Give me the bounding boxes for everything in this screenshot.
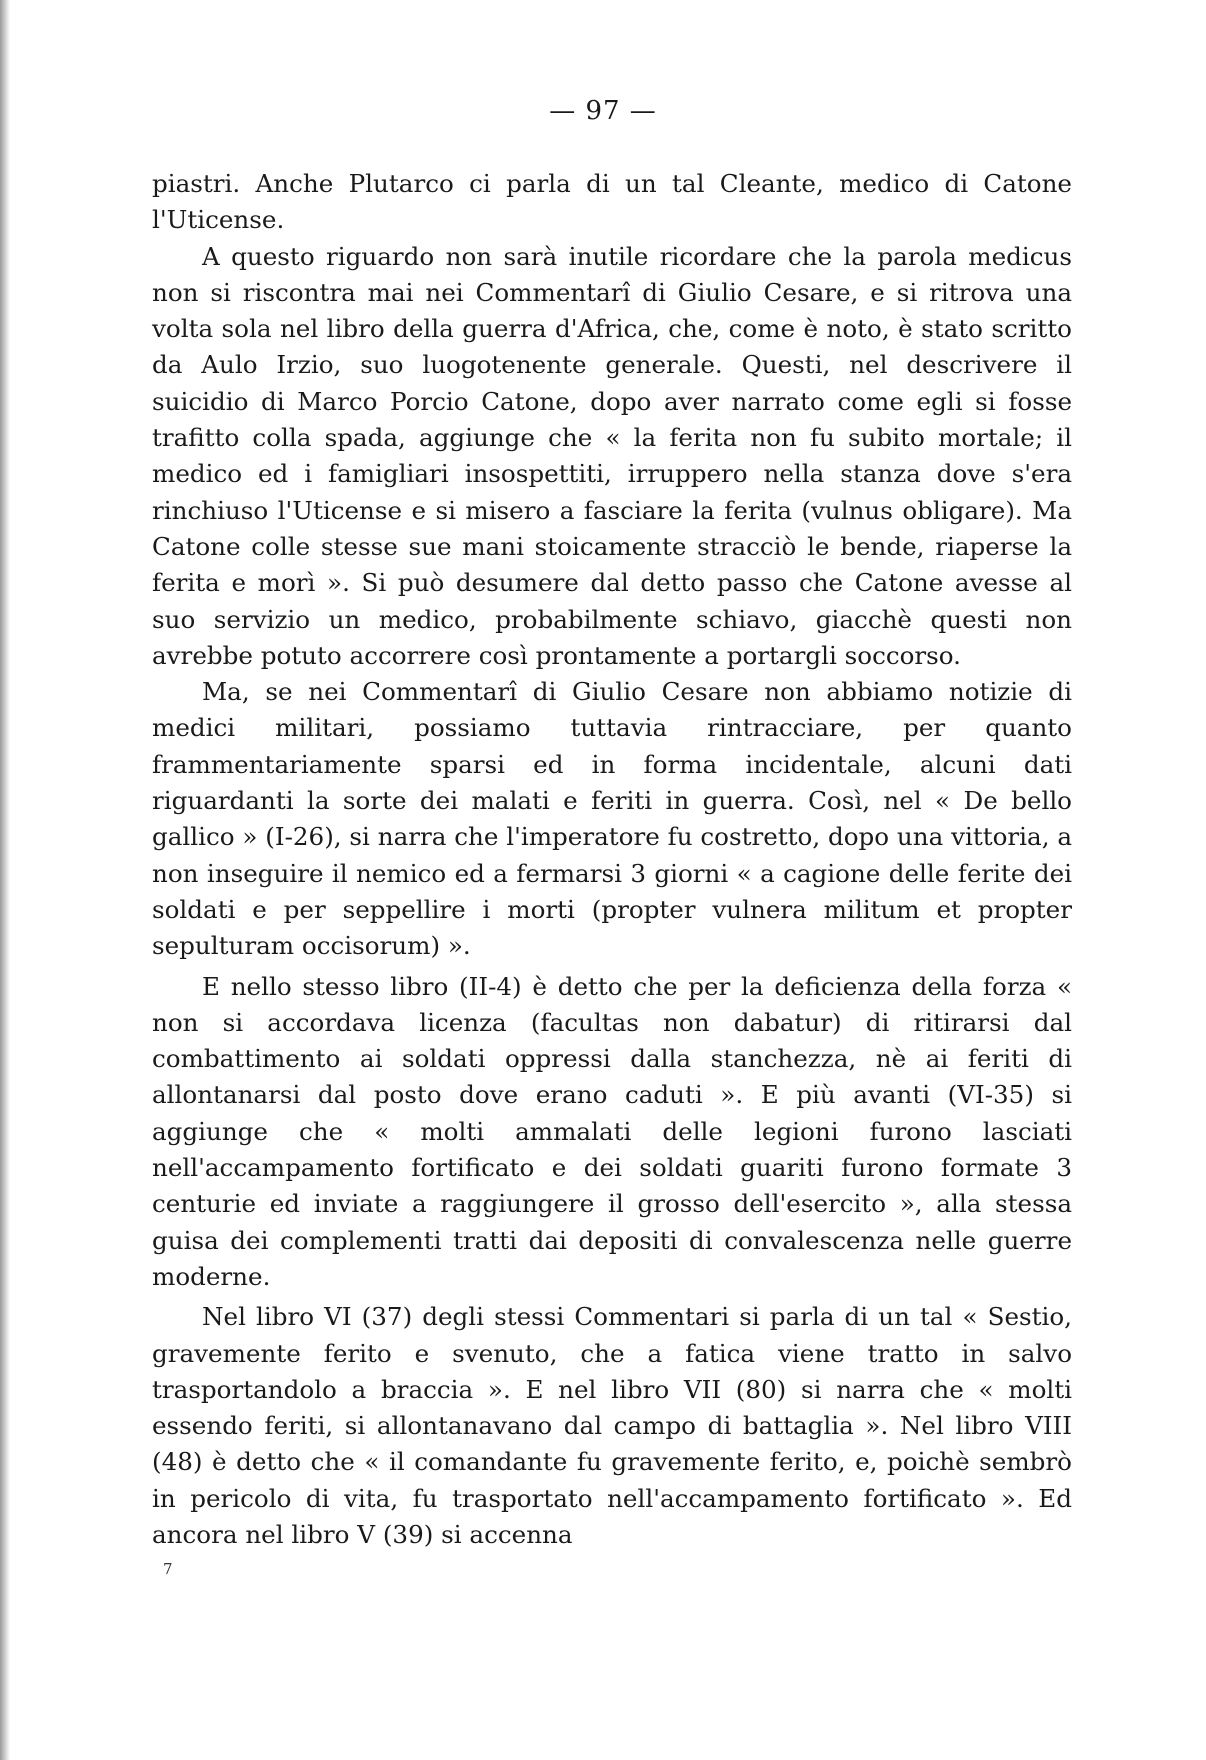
- scan-edge: [0, 0, 10, 1760]
- page-number: — 97 —: [549, 96, 657, 126]
- paragraph-4: E nello stesso libro (II-4) è detto che per la deficienza della forza « non si accordava licenza (facultas non dabatur) di ritirarsi dal combattimento ai soldati oppressi dalla stanchezza, nè ai feriti di allontanarsi dal posto dove erano caduti ». E più avanti (VI-35) si aggiunge che « molti ammalati delle legioni furono lasciati nell'accampamento fortificato e dei soldati guariti furono formate 3 centurie ed inviate a raggiungere il grosso dell'esercito », alla stessa guisa dei complementi tratti dai depositi di convalescenza nelle guerre moderne.: [152, 971, 1072, 1291]
- paragraph-2: A questo riguardo non sarà inutile ricordare che la parola medicus non si riscontra mai nei Commentarî di Giulio Cesare, e si ritrova una volta sola nel libro della guerra d'Africa, che, come è noto, è stato scritto da Aulo Irzio, suo luogotenente generale. Questi, nel descrivere il suicidio di Marco Porcio Catone, dopo aver narrato come egli si fosse trafitto colla spada, aggiunge che « la ferita non fu subito mortale; il medico ed i famigliari insospettiti, irruppero nella stanza dove s'era rinchiuso l'Uticense e si misero a fasciare la ferita (vulnus obligare). Ma Catone colle stesse sue mani stoicamente stracciò le bende, riaperse la ferita e morì ». Si può desumere dal detto passo che Catone avesse al suo servizio un medico, probabilmente schiavo, giacchè questi non avrebbe potuto accorrere così prontamente a portargli soccorso.: [152, 241, 1072, 670]
- signature-mark: 7: [163, 1560, 173, 1578]
- paragraph-1: piastri. Anche Plutarco ci parla di un tal Cleante, medico di Catone l'Uticense.: [152, 169, 1072, 235]
- paragraph-3: Ma, se nei Commentarî di Giulio Cesare non abbiamo notizie di medici militari, possiamo tuttavia rintracciare, per quanto frammentariamente sparsi ed in forma incidentale, alcuni dati riguardanti la sorte dei malati e feriti in guerra. Così, nel « De bello gallico » (I-26), si narra che l'imperatore fu costretto, dopo una vittoria, a non inseguire il nemico ed a fermarsi 3 giorni « a cagione delle ferite dei soldati e per seppellire i morti (propter vulnera militum et propter sepulturam occisorum) ».: [152, 677, 1072, 961]
- paragraph-5: Nel libro VI (37) degli stessi Commentari si parla di un tal « Sestio, gravemente ferito e svenuto, che a fatica viene tratto in salvo trasportandolo a braccia ». E nel libro VII (80) si narra che « molti essendo feriti, si allontanavano dal campo di battaglia ». Nel libro VIII (48) è detto che « il comandante fu gravemente ferito, e, poichè sembrò in pericolo di vita, fu trasportato nell'accampamento fortificato ». Ed ancora nel libro V (39) si accenna: [152, 1302, 1072, 1549]
- body-text: [152, 166, 1072, 1553]
